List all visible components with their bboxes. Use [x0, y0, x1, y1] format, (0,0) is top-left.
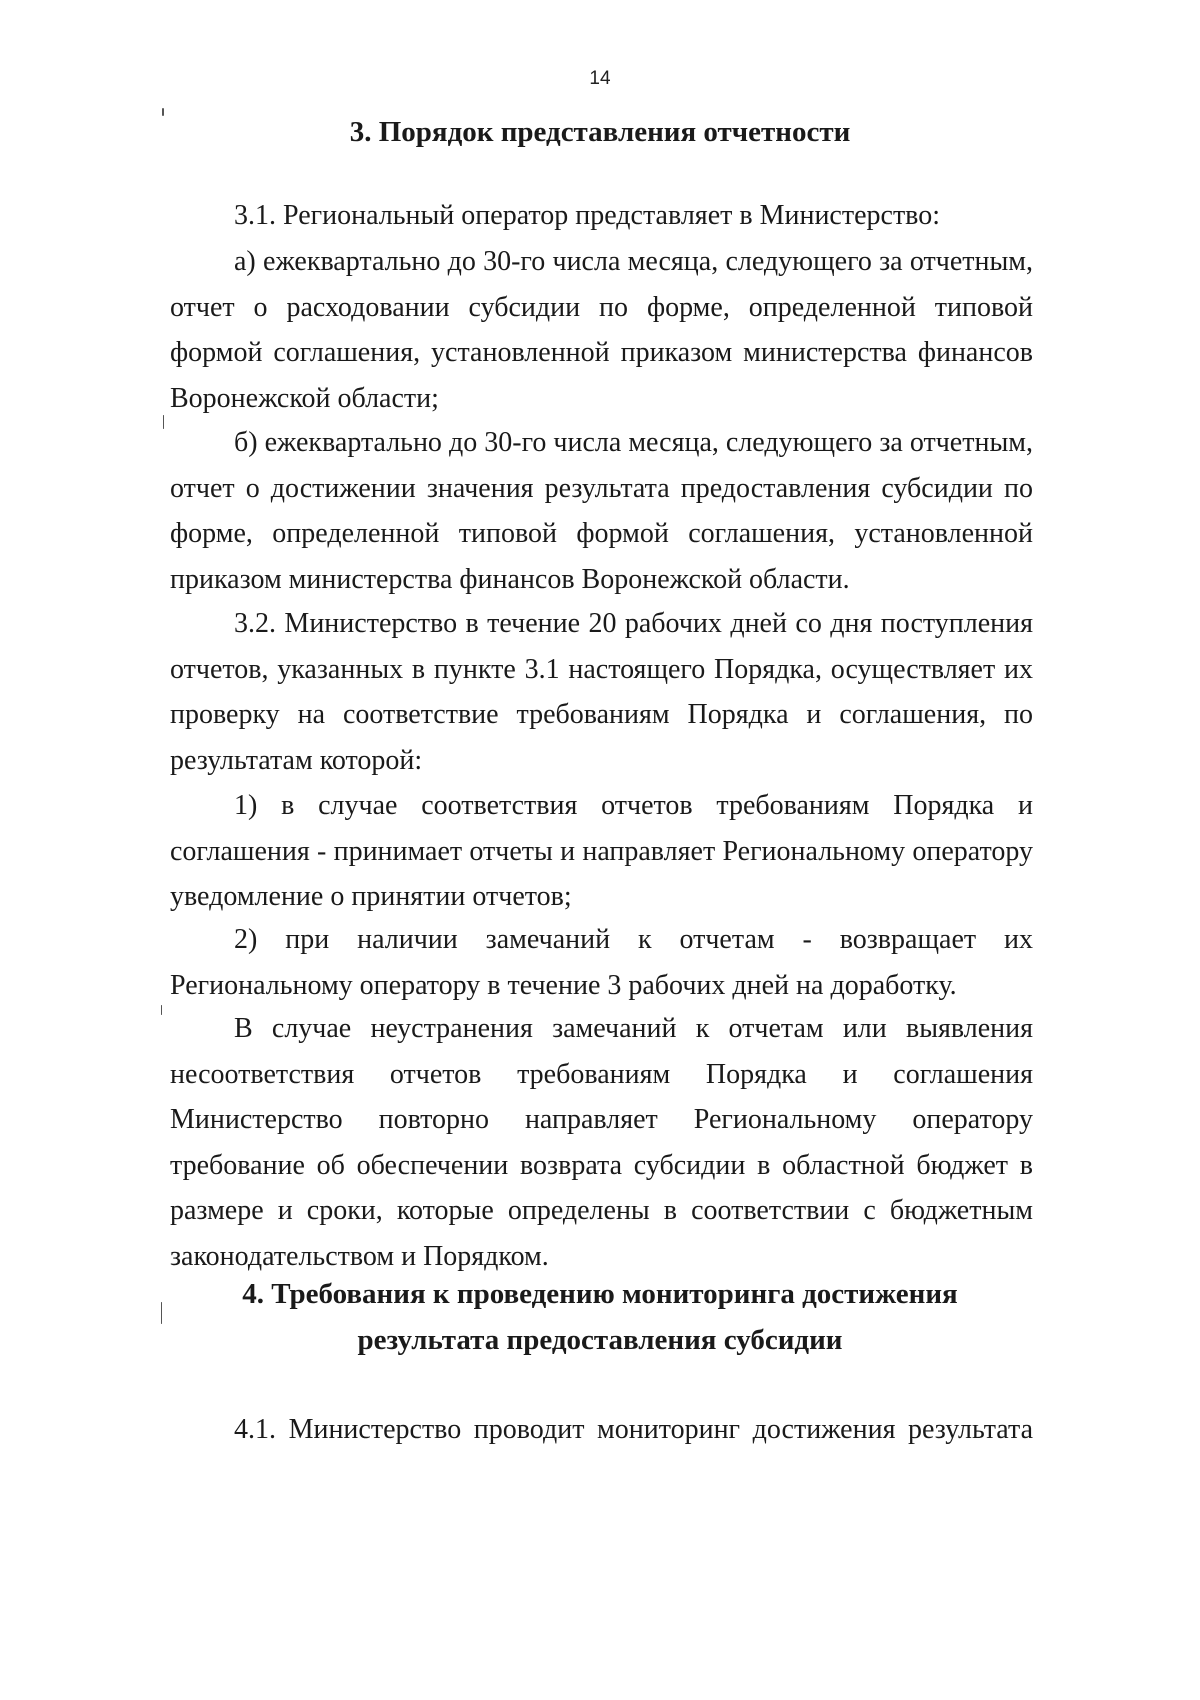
paragraph-3-2-item-1: 1) в случае соответствия отчетов требованиям Порядка и соглашения - принимает отчеты и направляет Региональному оператору уведомление о принятии отчетов;	[170, 790, 1033, 913]
paragraph-3-2: 3.2. Министерство в течение 20 рабочих дней со дня поступления отчетов, указанных в пункте 3.1 настоящего Порядка, осуществляет их проверку на соответствие требованиям Порядка и соглашения, по результатам которой:	[170, 608, 1033, 776]
paragraph-3-1-a: а) ежеквартально до 30-го числа месяца, следующего за отчетным, отчет о расходовании субсидии по форме, определенной типовой формой соглашения, установленной приказом министерства финансов Воронежской области;	[170, 246, 1033, 414]
paragraph-3-1: 3.1. Региональный оператор представляет в Министерство:	[234, 200, 940, 231]
section-3-heading: 3. Порядок представления отчетности	[349, 116, 851, 148]
paragraph-4-1: 4.1. Министерство проводит мониторинг достижения результата	[234, 1414, 1033, 1445]
paragraph-3-2-item-2: 2) при наличии замечаний к отчетам - возвращает их Региональному оператору в течение 3 рабочих дней на доработку.	[170, 924, 1033, 1001]
scan-mark	[163, 415, 164, 429]
section-4-heading: 4. Требования к проведению мониторинга достижения результата предоставления субсидии	[242, 1278, 958, 1356]
paragraph-3-2-final: В случае неустранения замечаний к отчетам или выявления несоответствия отчетов требованиям Порядка и соглашения Министерство повторно направляет Региональному оператору требование об обеспечении возврата субсидии в областной бюджет в размере и сроки, которые определены в соответствии с бюджетным законодательством и Порядком.	[170, 1013, 1033, 1272]
paragraph-3-1-b: б) ежеквартально до 30-го числа месяца, следующего за отчетным, отчет о достижении значения результата предоставления субсидии по форме, определенной типовой формой соглашения, установленной приказом министерства финансов Воронежской области.	[170, 427, 1033, 595]
page-number: 14	[589, 68, 611, 89]
scan-mark	[161, 1302, 162, 1324]
scan-mark	[161, 1005, 162, 1015]
